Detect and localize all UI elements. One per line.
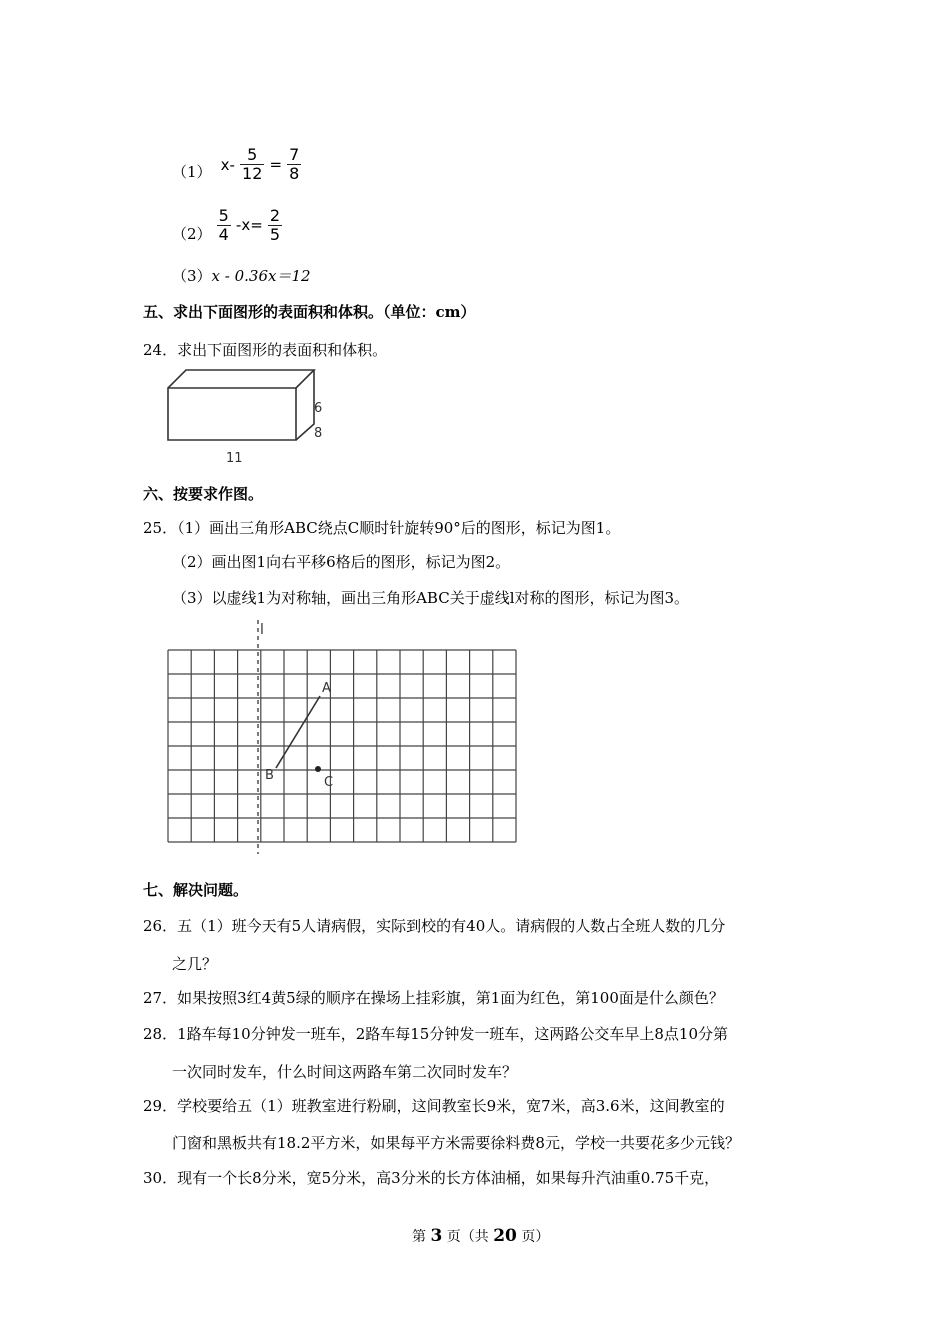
equation-3: （3）x ‐ 0.36x＝12 <box>172 267 311 285</box>
question-24: 24．求出下面图形的表面积和体积。 <box>143 341 388 359</box>
point-c <box>315 766 321 772</box>
point-c-label: C <box>324 775 334 790</box>
axis-label: l <box>260 622 264 638</box>
cuboid-length-label: 11 <box>226 451 243 466</box>
fraction-5-12: $\frac{5}{12}$ <box>242 145 263 183</box>
question-28-line-2: 一次同时发车，什么时间这两路车第二次同时发车？ <box>172 1063 518 1081</box>
question-29-line-1: 29．学校要给五（1）班教室进行粉刷，这间教室长9米，宽7米，高3.6米，这间教室的 <box>143 1097 725 1115</box>
question-27: 27．如果按照3红4黄5绿的顺序在操场上挂彩旗，第1面为红色，第100面是什么颜色？ <box>143 989 724 1007</box>
section-6-heading: 六、按要求作图。 <box>143 485 264 503</box>
cuboid-width-label: 6 <box>314 401 323 416</box>
fraction-5-4: $\frac{5}{4}$ <box>218 205 229 244</box>
equation-1-lhs: x- <box>220 155 235 174</box>
segment-ab <box>276 696 320 768</box>
cuboid-side-face <box>296 370 314 440</box>
equation-2: （2） $\frac{5}{4}$ -x= $\frac{2}{5}$ <box>172 205 281 244</box>
question-29-line-2: 门窗和黑板共有18.2平方米，如果每平方米需要徐料费8元，学校一共要花多少元钱？ <box>172 1134 740 1152</box>
cuboid-top-face <box>168 370 314 388</box>
fraction-7-8: $\frac{7}{8}$ <box>289 145 300 183</box>
question-26-line-1: 26．五（1）班今天有5人请病假，实际到校的有40人。请病假的人数占全班人数的几分 <box>143 917 726 935</box>
page-footer: 第 3 页（共 20 页） <box>412 1226 550 1246</box>
question-28-line-1: 28．1路车每10分钟发一班车，2路车每15分钟发一班车，这两路公交车早上8点10分第 <box>143 1025 728 1043</box>
equation-2-label: （2） <box>172 225 212 243</box>
grid-figure <box>160 614 530 856</box>
question-25-line-2: （2）画出图1向右平移6格后的图形，标记为图2。 <box>172 553 511 571</box>
section-7-heading: 七、解决问题。 <box>143 881 249 899</box>
question-26-line-2: 之几？ <box>172 955 218 973</box>
section-5-heading: 五、求出下面图形的表面积和体积。（单位：cm） <box>143 303 476 321</box>
equation-1-label: （1） <box>172 162 212 181</box>
point-b-label: B <box>265 768 274 783</box>
question-30-line-1: 30．现有一个长8分米，宽5分米，高3分米的长方体油桶，如果每升汽油重0.75千克， <box>143 1169 720 1187</box>
question-25-line-1: 25．（1）画出三角形ABC绕点C顺时针旋转90°后的图形，标记为图1。 <box>143 519 621 537</box>
current-page-number: 3 <box>430 1226 443 1246</box>
equation-1: （1） x- $\frac{5}{12}$ = $\frac{7}{8}$ <box>172 145 300 183</box>
cuboid-height-label: 8 <box>314 426 323 441</box>
point-a-label: A <box>322 681 331 696</box>
cuboid-figure <box>160 362 340 466</box>
total-page-number: 20 <box>493 1226 517 1246</box>
question-25-line-3: （3）以虚线1为对称轴，画出三角形ABC关于虚线l对称的图形，标记为图3。 <box>172 589 690 607</box>
fraction-2-5: $\frac{2}{5}$ <box>269 205 281 244</box>
cuboid-front-face <box>168 388 296 440</box>
